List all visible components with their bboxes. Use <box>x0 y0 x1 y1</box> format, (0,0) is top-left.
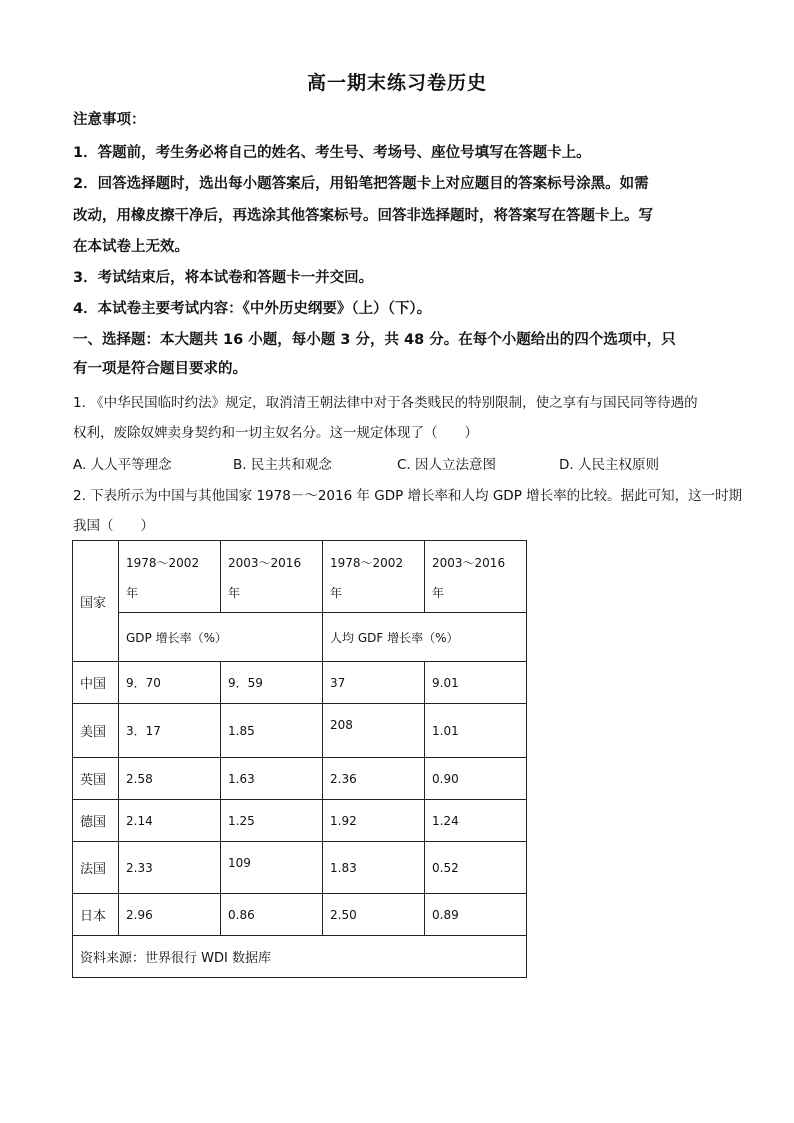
option-d: D. 人民主权原则 <box>559 457 659 473</box>
section-heading-cont: 有一项是符合题目要求的。 <box>73 361 247 377</box>
period-header: 2003～2016 年 <box>425 541 527 613</box>
table-row <box>73 662 527 704</box>
question-2-stem: 2. 下表所示为中国与其他国家 1978－～2016 年 GDP 增长率和人均 GDP 增长率的比较。据此可知，这一时期 <box>73 488 743 504</box>
value-cell: 0.52 <box>425 842 527 894</box>
value-cell: 37 <box>323 662 425 704</box>
table-group-row <box>73 613 527 662</box>
table-row <box>73 758 527 800</box>
value-cell: 2.50 <box>323 894 425 936</box>
value-cell: 208 <box>323 704 425 758</box>
value-cell: 1.63 <box>221 758 323 800</box>
value-cell: 0.90 <box>425 758 527 800</box>
period-header: 2003～2016 年 <box>221 541 323 613</box>
table-row <box>73 894 527 936</box>
value-cell: 0.89 <box>425 894 527 936</box>
value-cell: 1.25 <box>221 800 323 842</box>
option-a: A. 人人平等理念 <box>73 457 172 473</box>
value-cell: 3．17 <box>119 704 221 758</box>
section-heading: 一、选择题：本大题共 16 小题，每小题 3 分，共 48 分。在每个小题给出的四个选项中，只 <box>73 332 676 348</box>
table-row <box>73 704 527 758</box>
question-1-options <box>73 453 723 473</box>
value-cell: 1.01 <box>425 704 527 758</box>
value-cell: 9.01 <box>425 662 527 704</box>
value-cell: 9．70 <box>119 662 221 704</box>
question-1-stem: 1. 《中华民国临时约法》规定，取消清王朝法律中对于各类贱民的特别限制，使之享有与国民同等待遇的 <box>73 395 698 411</box>
period-header: 1978～2002 年 <box>323 541 425 613</box>
option-b: B. 民主共和观念 <box>233 457 332 473</box>
table-source-row <box>73 936 527 978</box>
value-cell: 0.86 <box>221 894 323 936</box>
notice-line: 3．考试结束后，将本试卷和答题卡一并交回。 <box>73 270 374 286</box>
value-cell: 2.58 <box>119 758 221 800</box>
notice-line: 改动，用橡皮擦干净后，再选涂其他答案标号。回答非选择题时，将答案写在答题卡上。写 <box>73 208 653 224</box>
period-header: 1978～2002 年 <box>119 541 221 613</box>
page-title: 高一期末练习卷历史 <box>306 72 487 94</box>
value-cell: 2.96 <box>119 894 221 936</box>
table-source: 资料来源：世界很行 WDI 数据库 <box>73 936 527 978</box>
value-cell: 2.36 <box>323 758 425 800</box>
country-cell: 英国 <box>73 758 119 800</box>
value-cell: 2.33 <box>119 842 221 894</box>
country-cell: 日本 <box>73 894 119 936</box>
notice-line: 1．答题前，考生务必将自己的姓名、考生号、考场号、座位号填写在答题卡上。 <box>73 145 591 161</box>
value-cell: 1.92 <box>323 800 425 842</box>
notice-line: 4．本试卷主要考试内容：《中外历史纲要》（上）（下）。 <box>73 301 432 317</box>
gdp-comparison-table <box>72 540 527 978</box>
value-cell: 1.24 <box>425 800 527 842</box>
question-1-stem-cont: 权利，废除奴婢卖身契约和一切主奴名分。这一规定体现了（ ） <box>73 425 478 441</box>
table-header-row <box>73 541 527 613</box>
value-cell: 1.83 <box>323 842 425 894</box>
notice-heading: 注意事项： <box>73 112 146 128</box>
value-cell: 109 <box>221 842 323 894</box>
notice-line: 2．回答选择题时，选出每小题答案后，用铅笔把答题卡上对应题目的答案标号涂黑。如需 <box>73 176 649 192</box>
country-cell: 法国 <box>73 842 119 894</box>
country-cell: 德国 <box>73 800 119 842</box>
table-row <box>73 800 527 842</box>
question-2-stem-cont: 我国（ ） <box>73 518 154 534</box>
value-cell: 9．59 <box>221 662 323 704</box>
gdp-growth-group: GDP 增长率（%） <box>119 613 323 662</box>
value-cell: 2.14 <box>119 800 221 842</box>
country-cell: 美国 <box>73 704 119 758</box>
country-cell: 中国 <box>73 662 119 704</box>
table-row <box>73 842 527 894</box>
option-c: C. 因人立法意图 <box>397 457 497 473</box>
value-cell: 1.85 <box>221 704 323 758</box>
per-capita-growth-group: 人均 GDF 增长率（%） <box>323 613 527 662</box>
country-header: 国家 <box>73 541 119 662</box>
notice-line: 在本试卷上无效。 <box>73 239 189 255</box>
